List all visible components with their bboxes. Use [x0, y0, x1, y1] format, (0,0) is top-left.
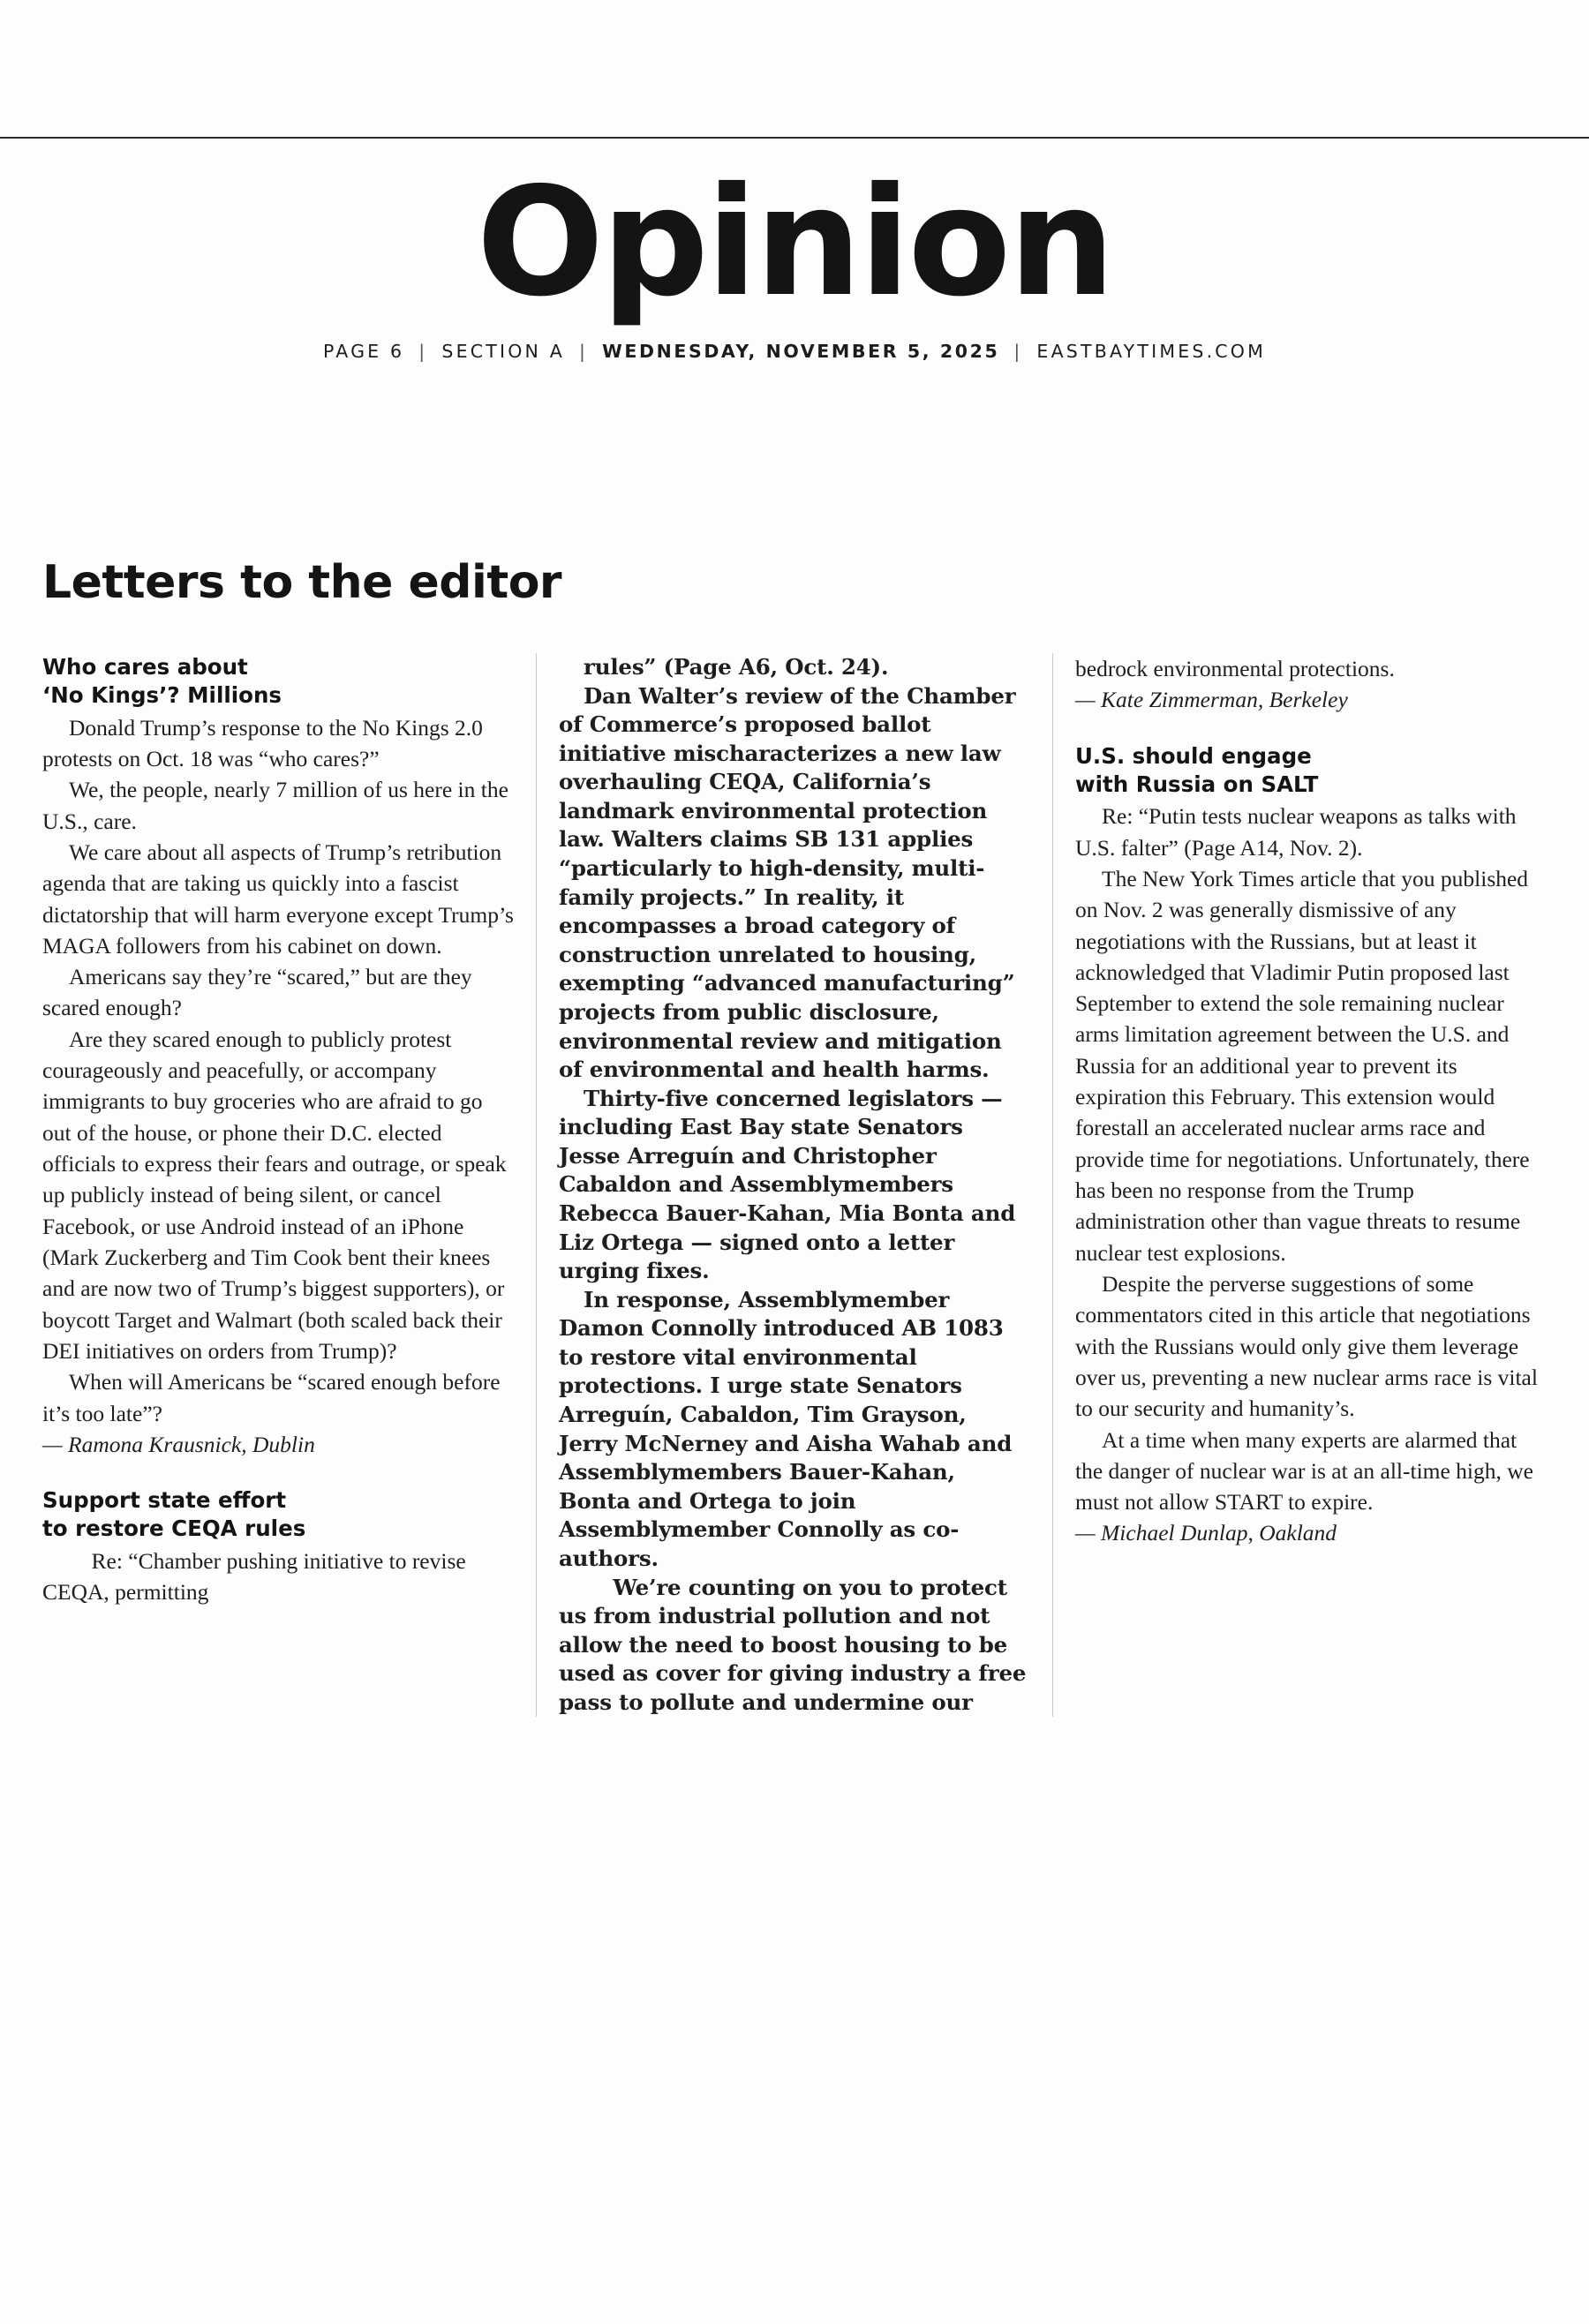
masthead-section: SECTION A — [441, 341, 566, 362]
letter-2-paragraph-2: Dan Walter’s review of the Chamber of Commerce’s proposed ballot initiative mischaracterizes a new law overhauling CEQA, California’s landmark environmental protection law. Walters claims SB 131 applies “particularly to high-density, multi-family projects.” In reality, it encompasses a broad category of construction unrelated to housing, exempting “advanced manufacturing” projects from public disclosure, environmental review and mitigation of environmental and health harms. — [559, 682, 1016, 1083]
letter-1-paragraph-1: Donald Trump’s response to the No Kings 2.0 protests on Oct. 18 was “who cares?” — [42, 714, 483, 771]
letter-3-paragraph-1: Re: “Putin tests nuclear weapons as talks with U.S. falter” (Page A14, Nov. 2). — [1075, 803, 1517, 861]
masthead-separator-3: | — [1013, 341, 1023, 362]
letter-3-headline-line-1: U.S. should engage — [1075, 742, 1312, 769]
masthead-meta — [0, 341, 1589, 362]
article-columns — [42, 653, 1547, 1717]
header-divider — [0, 137, 1589, 139]
letter-1-headline-line-2: ‘No Kings’? Millions — [42, 682, 282, 709]
letter-1-paragraph-4: Americans say they’re “scared,” but are they scared enough? — [42, 964, 472, 1021]
masthead-separator-1: | — [418, 341, 428, 362]
letter-3-paragraph-2: The New York Times article that you published on Nov. 2 was generally dismissive of any negotiations with the Russians, but at least it acknowledged that Vladimir Putin proposed last September to extend the sole remaining nuclear arms limitation agreement between the U.S. and Russia for an additional year to prevent its expiration this February. This extension would forestall an accelerated nuclear arms race and provide time for negotiations. Unfortunately, there has been no response from the Trump administration other than vague threats to resume nuclear test explosions. — [1075, 865, 1530, 1266]
letter-1-headline-line-1: Who cares about — [42, 654, 248, 680]
letter-2-paragraph-5-part-b: bedrock environmental protections. — [1075, 656, 1395, 681]
letter-2-headline-line-2: to restore CEQA rules — [42, 1515, 306, 1542]
masthead-website[interactable]: EASTBAYTIMES.COM — [1036, 341, 1267, 362]
letter-1-paragraph-2: We, the people, nearly 7 million of us here in the U.S., care. — [42, 777, 508, 834]
masthead-page: PAGE 6 — [322, 341, 405, 362]
letter-2-signature: — Kate Zimmerman, Berkeley — [1075, 687, 1348, 713]
column-divider-2 — [1052, 653, 1053, 1717]
letter-3-headline-line-2: with Russia on SALT — [1075, 771, 1319, 797]
letter-3-headline — [1075, 742, 1547, 800]
column-1 — [42, 653, 514, 1717]
letter-1-headline — [42, 653, 514, 711]
section-heading: Letters to the editor — [42, 556, 562, 609]
letter-1-paragraph-3: We care about all aspects of Trump’s retribution agenda that are taking us quickly into a fascist dictatorship that will harm everyone except Trump’s MAGA followers from his cabinet on down. — [42, 839, 514, 959]
column-3 — [1075, 653, 1547, 1717]
letter-1-paragraph-5: Are they scared enough to publicly protest courageously and peacefully, or accompany immigrants to buy groceries who are afraid to go out of the house, or phone their D.C. elected officials to express their fears and outrage, or speak up publicly instead of being silent, or cancel Facebook, or use Android instead of an iPhone (Mark Zuckerberg and Tim Cook bent their knees and are now two of Trump’s biggest supporters), or boycott Target and Walmart (both scaled back their DEI initiatives on orders from Trump)? — [42, 1026, 507, 1364]
letter-2-paragraph-1-part-a: Re: “Chamber pushing initiative to revise CEQA, permitting — [42, 1547, 466, 1606]
masthead-separator-2: | — [579, 341, 589, 362]
letter-3-signature: — Michael Dunlap, Oakland — [1075, 1520, 1337, 1546]
letter-2-paragraph-3: Thirty-five concerned legislators — including East Bay state Senators Jesse Arreguín and Christopher Cabaldon and Assemblymembers Rebecca Bauer-Kahan, Mia Bonta and Liz Ortega — signed onto a letter urging fixes. — [559, 1085, 1016, 1284]
letter-3-paragraph-4: At a time when many experts are alarmed that the danger of nuclear war is at an all-time high, we must not allow START to expire. — [1075, 1426, 1534, 1515]
letter-2-headline — [42, 1486, 514, 1544]
letter-1-paragraph-6: When will Americans be “scared enough before it’s too late”? — [42, 1369, 501, 1426]
page-title: Opinion — [476, 155, 1113, 330]
column-divider-1 — [536, 653, 537, 1717]
letter-1-signature: — Ramona Krausnick, Dublin — [42, 1431, 315, 1457]
masthead — [0, 155, 1589, 362]
column-2 — [559, 653, 1030, 1717]
masthead-date: WEDNESDAY, NOVEMBER 5, 2025 — [602, 341, 1000, 362]
letter-2-paragraph-4: In response, Assemblymember Damon Connolly introduced AB 1083 to restore vital environmental protections. I urge state Senators Arreguín, Cabaldon, Tim Grayson, Jerry McNerney and Aisha Wahab and Assemblymembers Bauer-Kahan, Bonta and Ortega to join Assemblymember Connolly as co-authors. — [559, 1286, 1013, 1571]
letter-2-headline-line-1: Support state effort — [42, 1487, 287, 1514]
letter-2-paragraph-5-part-a: We’re counting on you to protect us from industrial pollution and not allow the need to boost housing to be used as cover for giving industry a free pass to pollute and undermine our — [559, 1574, 1027, 1715]
letter-3-paragraph-3: Despite the perverse suggestions of some commentators cited in this article that negotiations with the Russians would only give them leverage over us, preventing a new nuclear arms race is vital to our security and humanity’s. — [1075, 1270, 1538, 1422]
letter-2-paragraph-1-part-b: rules” (Page A6, Oct. 24). — [584, 654, 889, 680]
